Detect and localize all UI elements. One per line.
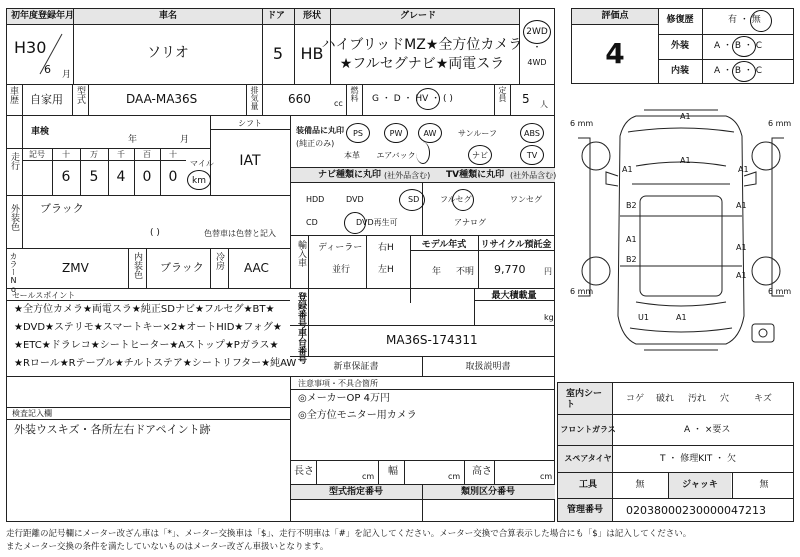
spare-tire-text: T ・ 修理KIT ・ 欠 <box>660 454 736 464</box>
navi-sub: (社外品含む) <box>384 171 431 180</box>
mileage-unit: km <box>192 176 206 186</box>
notes-label: 注意事項・不具合箇所 <box>298 379 378 388</box>
tire-front-right: 6 mm <box>768 119 792 128</box>
registration-label: 初年度登録年月 <box>11 11 75 21</box>
max-load-label: 最大積載量 <box>491 291 537 301</box>
mark-right-rear-door: A1 <box>736 243 747 252</box>
capacity-label: 定員 <box>498 86 507 102</box>
dim-height-unit: cm <box>540 472 553 481</box>
inspector-label: 検査記入欄 <box>12 409 52 418</box>
warranty-manual: 取扱説明書 <box>465 362 511 372</box>
navi-item-0: HDD <box>306 195 325 204</box>
score-label: 評価点 <box>601 11 629 21</box>
seat-option-1: 破れ <box>656 394 675 404</box>
mark-left-rear-quarter: B2 <box>626 255 637 264</box>
interior-color-label: 内装色 <box>132 252 142 279</box>
type-designation-label: 型式指定番号 <box>328 487 384 497</box>
mileage-digit-5: 0 <box>168 169 178 185</box>
sales-point-line-1: ★全方位カメラ★両電スラ★純正SDナビ★フルセグ★BT★ <box>14 304 275 315</box>
model-value: DAA-MA36S <box>126 92 198 106</box>
equipment-item-8: TV <box>526 151 538 160</box>
dim-length-label: 長さ <box>294 466 314 477</box>
notes-line-1: ◎メーカーOP 4万円 <box>298 393 390 404</box>
mark-right-front-door: A1 <box>736 201 747 210</box>
mark-left-rear-door: A1 <box>626 235 637 244</box>
drive-2wd: 2WD <box>526 27 548 37</box>
mark-rear-under: U1 <box>638 313 649 322</box>
tv-sub: (社外品含む) <box>510 171 557 180</box>
ac-value: AAC <box>244 261 269 275</box>
model-year-year: 年 <box>432 267 442 277</box>
tv-label: TV種類に丸印 <box>446 170 505 180</box>
front-glass-label: フロントガラス <box>560 425 616 434</box>
tire-rear-left: 6 mm <box>570 287 594 296</box>
chassis-value: MA36S-174311 <box>386 333 478 347</box>
equipment-item-0: PS <box>353 129 363 138</box>
chassis-label: 車台番号 <box>296 328 306 364</box>
mark-left-front-door: B2 <box>626 201 637 210</box>
exterior-color-label: 外装色 <box>9 204 19 231</box>
mileage-digit-4: 0 <box>142 169 152 185</box>
inspection-label: 車検 <box>30 127 50 137</box>
tv-item-0: フルセグ <box>440 195 472 204</box>
import-right: 右H <box>378 243 394 253</box>
management-no-label: 管理番号 <box>566 505 604 515</box>
ac-label: 冷房 <box>214 252 224 270</box>
equipment-item-1: PW <box>389 129 403 138</box>
grade-line2: ★フルセグナビ★両電スラ <box>339 56 505 72</box>
color-no-value: ZMV <box>62 261 89 275</box>
displacement-label: 排気量 <box>250 86 259 110</box>
mileage-unit-label: マイル <box>190 159 214 168</box>
equipment-item-6: エアバック <box>376 151 416 160</box>
dim-length-unit: cm <box>362 472 375 481</box>
shift-value: IAT <box>239 153 261 169</box>
doors-label: ドア <box>267 11 285 21</box>
equipment-item-2: AW <box>423 129 437 138</box>
mileage-km-circle <box>187 170 211 190</box>
mileage-digit-3: 4 <box>116 169 126 185</box>
dim-width-label: 幅 <box>388 466 398 477</box>
car-name-value: ソリオ <box>147 45 189 61</box>
model-label: 型式 <box>75 86 85 104</box>
sales-point-line-2: ★DVD★ステリモ★スマートキー×2★オートHID★フォグ★ <box>14 322 282 333</box>
mileage-header-5: 十 <box>169 150 177 159</box>
recycle-label: リサイクル預託金 <box>480 240 552 250</box>
mark-right-front-fender: A1 <box>738 165 749 174</box>
equipment-circle-4 <box>520 123 544 143</box>
repair-label: 修復歴 <box>666 15 694 25</box>
tv-fullseg-circle <box>452 189 474 211</box>
category-no-label: 類別区分番号 <box>460 487 516 497</box>
drive-sep: ・ <box>532 43 542 53</box>
capacity-unit: 人 <box>540 100 548 109</box>
interior-b-circle <box>732 61 756 82</box>
management-no-value: 02038000230000047213 <box>626 504 766 517</box>
mark-rear: A1 <box>676 313 687 322</box>
equipment-circle-0 <box>346 123 370 143</box>
import-dealer: ディーラー <box>318 243 363 253</box>
seat-option-2: 汚れ <box>688 394 707 404</box>
grade-label: グレード <box>399 11 437 21</box>
inspection-year: 年 <box>128 135 138 145</box>
usage-value: 自家用 <box>30 93 63 106</box>
tools-label: 工具 <box>578 480 598 490</box>
registration-era-year: H30 <box>14 38 47 57</box>
sales-points-label: セールスポイント <box>12 291 76 300</box>
equipment-airbag-mark <box>416 142 430 164</box>
import-label: 輸入車 <box>296 240 306 267</box>
exterior-color-note: 色替車は色替と記入 <box>204 229 276 238</box>
front-glass-text: A ・ ×要ス <box>684 425 731 435</box>
import-left: 左H <box>378 265 394 275</box>
import-parallel: 並行 <box>332 265 351 275</box>
navi-dvd-playback-circle <box>344 212 366 234</box>
tire-front-left: 6 mm <box>570 119 594 128</box>
mark-left-front-fender: A1 <box>622 165 633 174</box>
navi-item-2: SD <box>408 195 420 204</box>
interior-color-value: ブラック <box>160 261 204 274</box>
registration-month-unit: 月 <box>62 70 72 80</box>
repair-none-circle <box>750 10 772 32</box>
car-name-label: 車名 <box>158 11 178 21</box>
mileage-header-0: 記号 <box>29 150 45 159</box>
tools-value: 無 <box>635 480 645 490</box>
exterior-text: A ・ B ・ C <box>714 41 763 51</box>
jack-value: 無 <box>759 480 769 490</box>
max-load-unit: kg <box>544 313 554 322</box>
usage-label: 車歴 <box>8 86 18 104</box>
recycle-value: 9,770 <box>494 263 526 276</box>
equipment-label: 装備品に丸印 <box>296 126 344 135</box>
navi-item-1: DVD <box>346 195 364 204</box>
jack-label: ジャッキ <box>682 480 718 490</box>
seat-label: 室内シート <box>566 389 603 410</box>
navi-item-4: DVD再生可 <box>356 218 398 227</box>
equipment-circle-2 <box>418 123 442 143</box>
seat-option-4: キズ <box>754 394 772 404</box>
sales-point-line-4: ★Rロール★Rテーブル★チルトステア★シートリフター★純AW <box>14 358 297 369</box>
model-year-unknown: 不明 <box>456 267 475 277</box>
notes-line-2: ◎全方位モニター用カメラ <box>298 410 417 421</box>
spare-tire-label: スペアタイヤ <box>564 454 612 463</box>
fuel-label: 燃料 <box>350 86 359 102</box>
mileage-header-3: 千 <box>117 150 125 159</box>
equipment-item-5: 本革 <box>344 151 360 160</box>
tire-rear-right: 6 mm <box>768 287 792 296</box>
navi-label: ナビ種類に丸印 <box>318 170 382 180</box>
mileage-header-2: 万 <box>90 150 98 159</box>
drive-2wd-circle <box>523 20 551 44</box>
inspection-month: 月 <box>180 135 190 145</box>
drive-4wd: 4WD <box>527 58 547 67</box>
navi-item-3: CD <box>306 218 318 227</box>
mark-right-rear-quarter: A1 <box>736 271 747 280</box>
shape-label: 形状 <box>302 11 322 21</box>
seat-option-0: コゲ <box>626 394 645 404</box>
exterior-color-value: ブラック <box>40 202 84 215</box>
displacement-value: 660 <box>288 92 311 106</box>
recycle-unit: 円 <box>544 267 552 276</box>
tv-item-1: ワンセグ <box>510 195 542 204</box>
warranty-new-car: 新車保証書 <box>333 362 379 372</box>
footer-line-2: またメーター交換の条件を満たしていないものはメーター改ざん車扱いとなります。 <box>6 542 329 552</box>
exterior-label: 外装 <box>670 41 690 51</box>
dim-height-label: 高さ <box>472 466 492 477</box>
registration-month: 6 <box>44 63 51 76</box>
fuel-hv-circle <box>416 88 440 110</box>
doors-value: 5 <box>272 44 284 63</box>
navi-sd-circle <box>399 189 425 211</box>
equipment-item-4: ABS <box>524 129 540 138</box>
shape-value: HB <box>300 44 324 63</box>
sales-point-line-3: ★ETC★ドラレコ★シートヒーター★Aストップ★Pガラス★ <box>14 340 279 351</box>
inspector-value: 外装ウスキズ・各所左右ドアペイント跡 <box>14 423 211 436</box>
exterior-b-circle <box>732 36 756 57</box>
equipment-circle-1 <box>384 123 408 143</box>
tv-item-2: アナログ <box>454 218 486 227</box>
shift-label: シフト <box>238 119 262 128</box>
interior-text: A ・ B ・ C <box>714 66 763 76</box>
score-value: 4 <box>605 37 625 70</box>
fuel-options: G ・ D ・ HV ・ ( ) <box>372 94 453 104</box>
color-no-label: カラーNo. <box>9 252 18 303</box>
mileage-digit-1: 6 <box>61 169 71 185</box>
equipment-circle-8 <box>520 145 544 165</box>
equipment-item-3: サンルーフ <box>458 129 497 138</box>
registration-no-label: 登録番号 <box>296 292 306 328</box>
footer-line-1: 走行距離の記号欄にメーター改ざん車は「*」、メーター交換車は「$」、走行不明車は「#」を記入してください。メーター交換で合算表示した場合にも「$」は記入してください。 <box>6 529 692 539</box>
row1-header-bg <box>7 9 519 24</box>
equipment-sub: (純正のみ) <box>296 139 335 148</box>
seat-option-3: 穴 <box>720 394 730 404</box>
repair-text: 有 ・ 無 <box>728 15 761 25</box>
mileage-digit-2: 5 <box>89 169 99 185</box>
capacity-value: 5 <box>522 92 530 106</box>
mark-front: A1 <box>680 112 691 121</box>
mileage-label: 走行 <box>9 152 19 170</box>
exterior-color-paren: ( ) <box>150 228 160 238</box>
equipment-item-7: ナビ <box>472 151 488 160</box>
mileage-header-1: 十 <box>62 150 70 159</box>
dim-width-unit: cm <box>448 472 461 481</box>
mark-hood: A1 <box>680 156 691 165</box>
model-year-label: モデル年式 <box>421 240 467 250</box>
grade-line1: ハイブリッドMZ★全方位カメラ <box>321 37 523 53</box>
mileage-header-4: 百 <box>143 150 151 159</box>
displacement-unit: cc <box>334 99 343 108</box>
equipment-circle-7 <box>468 145 492 165</box>
interior-label: 内装 <box>670 66 690 76</box>
